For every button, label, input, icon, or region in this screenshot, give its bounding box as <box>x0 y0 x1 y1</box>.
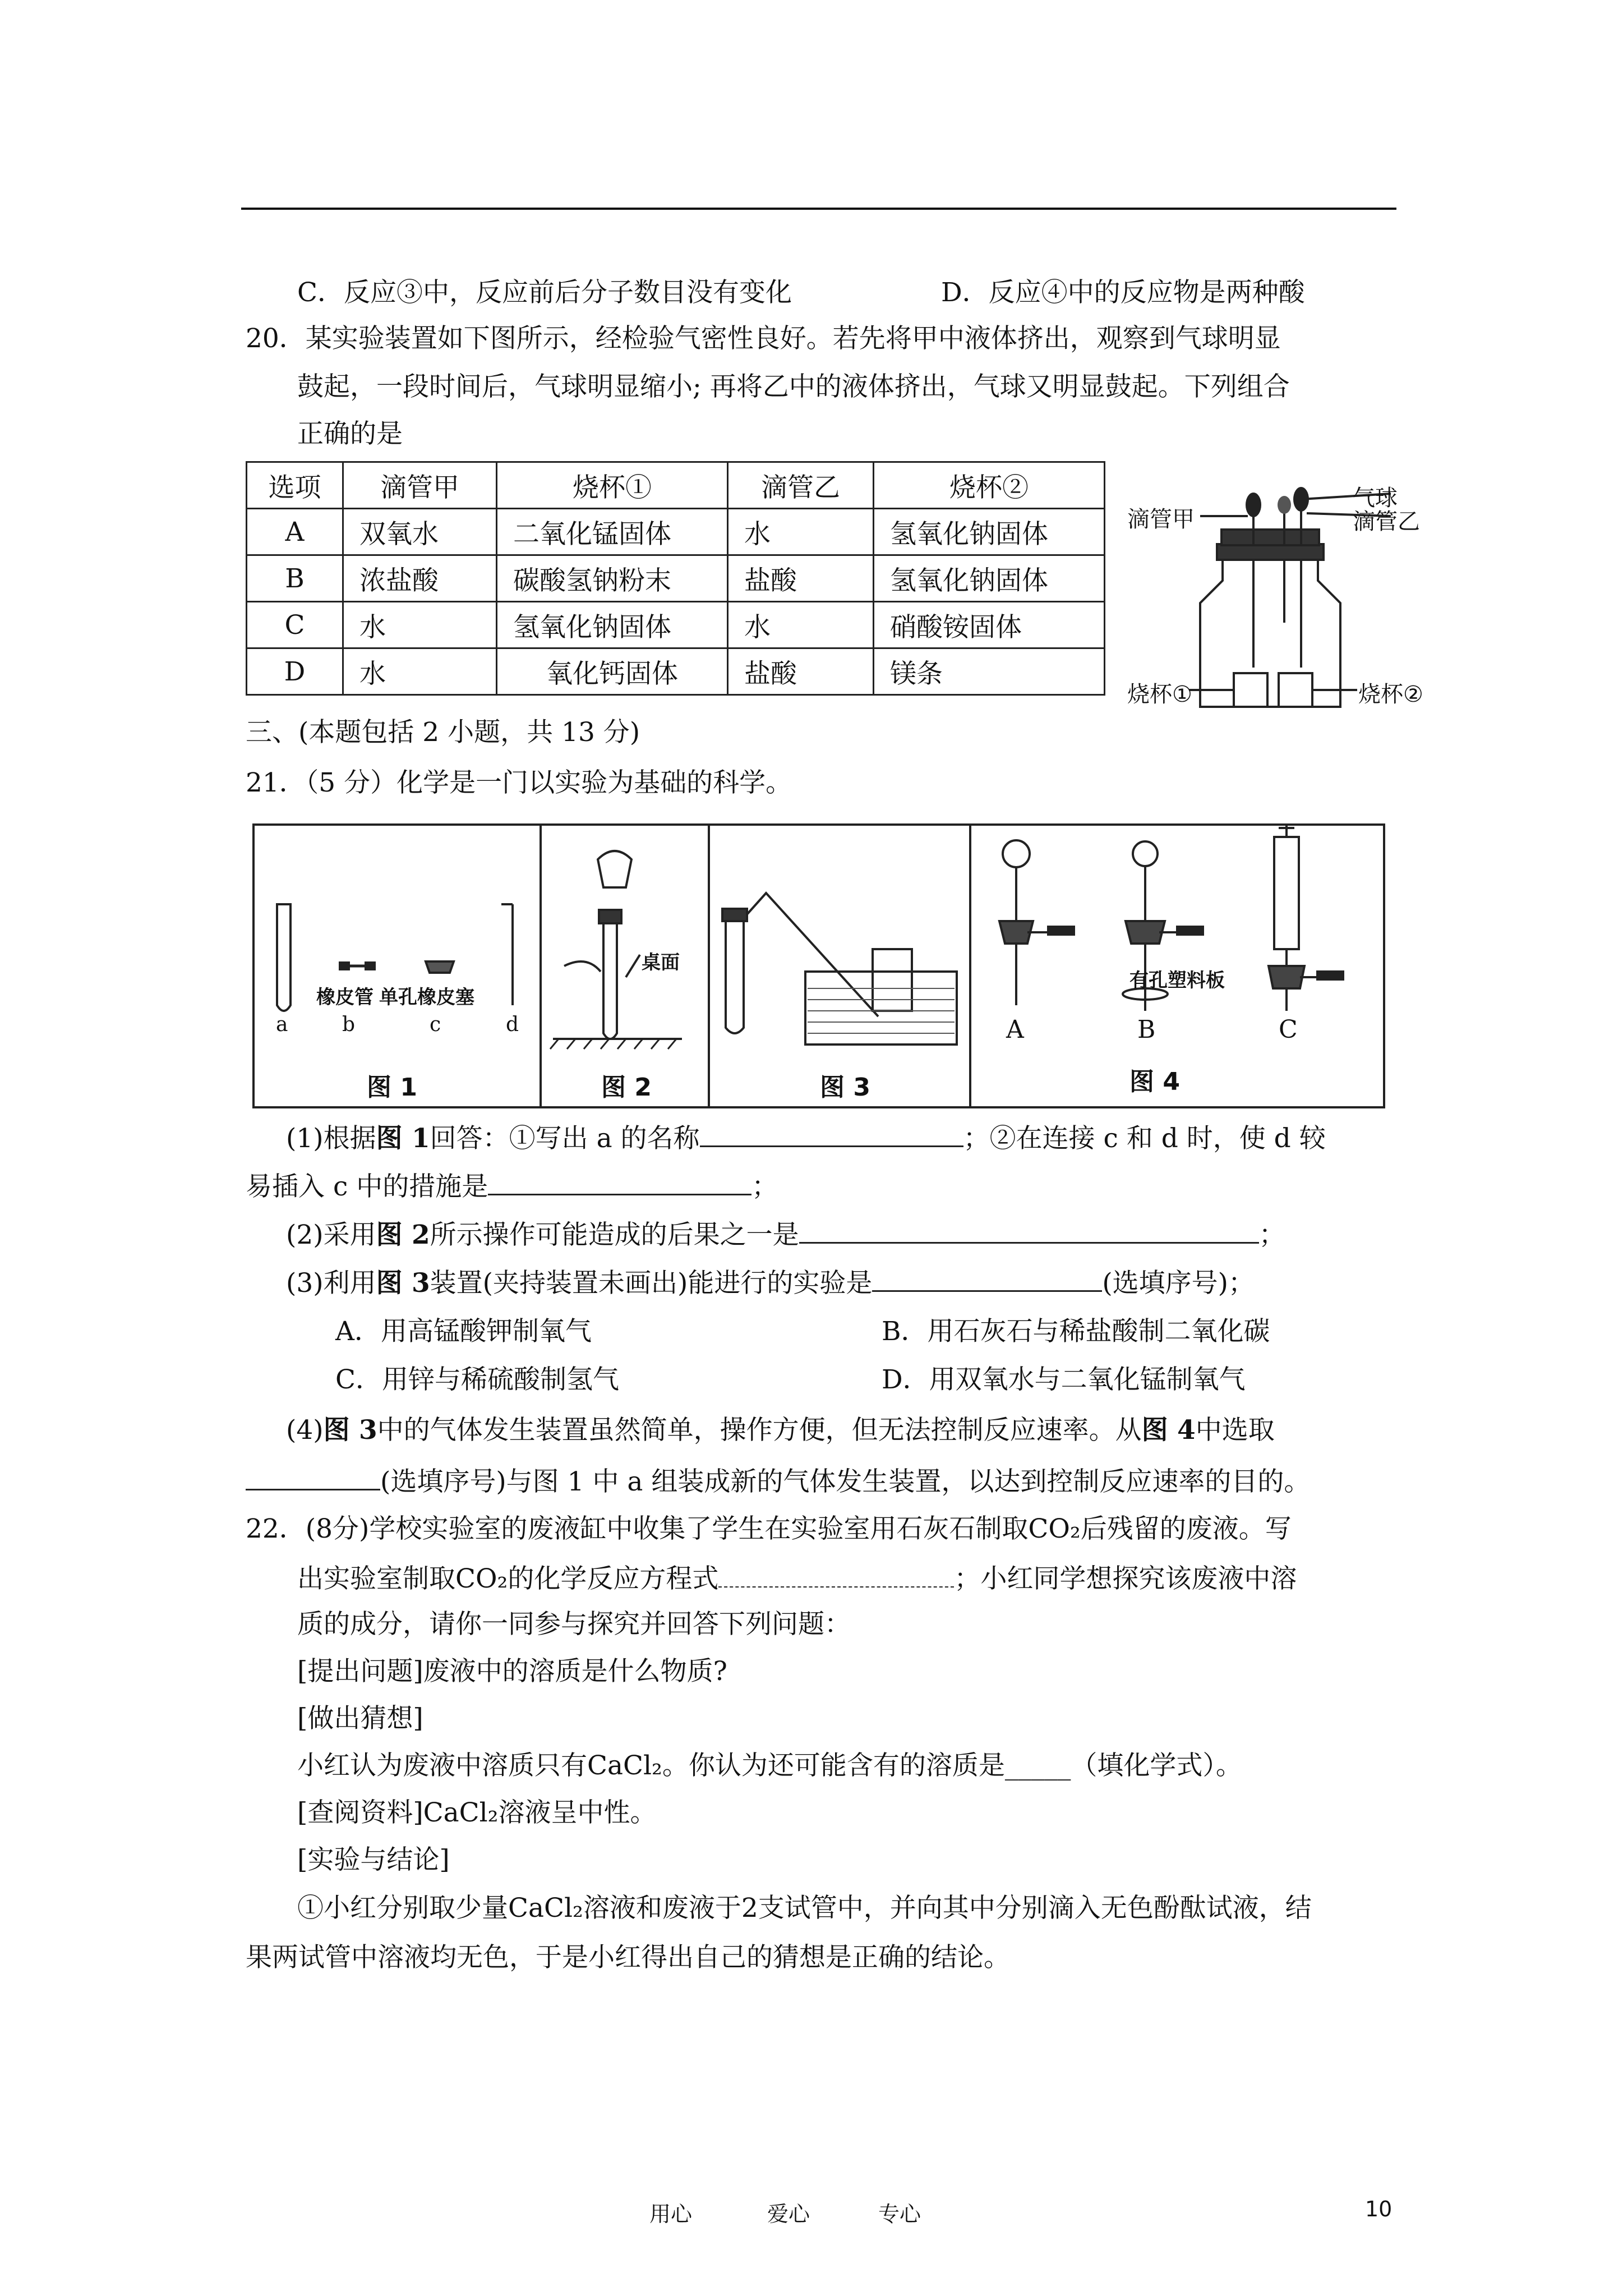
q21-part1-line1 <box>286 1120 1326 1156</box>
label-b: b <box>342 1013 356 1036</box>
table-cell: 二氧化锰固体 <box>497 509 728 555</box>
answer-blank[interactable] <box>799 1216 1259 1244</box>
answer-blank[interactable] <box>872 1264 1102 1292</box>
q21-part4-line2 <box>246 1463 1310 1499</box>
q22-hypothesis <box>297 1749 1242 1783</box>
label-one-hole-stopper: 单孔橡皮塞 <box>379 986 474 1009</box>
footer-motto-1: 用心 <box>649 2202 693 2226</box>
q22-reference: [查阅资料]CaCl₂溶液呈中性。 <box>297 1797 657 1828</box>
q22-stem-line1: 22．(8分)学校实验室的废液缸中收集了学生在实验室用石灰石制取CO₂后残留的废液。写 <box>246 1513 1292 1544</box>
figure-ref: 图 2 <box>376 1220 430 1250</box>
label-rubber-tube: 橡皮管 <box>316 986 374 1009</box>
q21-option-b: B．用石灰石与稀盐酸制二氧化碳 <box>882 1316 1270 1347</box>
answer-blank[interactable]: _____ <box>1004 1750 1071 1781</box>
table-header-cell: 滴管乙 <box>728 462 874 509</box>
figure-1-drawing <box>255 826 540 1106</box>
table-cell: 硝酸铵固体 <box>874 602 1105 648</box>
table-cell: 氢氧化钠固体 <box>497 602 728 648</box>
table-cell: 氧化钙固体 <box>497 648 728 695</box>
q19-option-d: D．反应④中的反应物是两种酸 <box>941 277 1305 308</box>
text: (2)采用 <box>286 1220 376 1250</box>
answer-blank[interactable] <box>246 1463 380 1490</box>
text: 中选取 <box>1195 1415 1275 1446</box>
text: 所示操作可能造成的后果之一是 <box>430 1220 799 1250</box>
text: 易插入 c 中的措施是 <box>246 1171 488 1202</box>
q20-stem-line2: 鼓起，一段时间后，气球明显缩小; 再将乙中的液体挤出，气球又明显鼓起。下列组合 <box>297 371 1290 402</box>
footer-motto-3: 专心 <box>878 2202 921 2226</box>
answer-blank[interactable] <box>488 1168 751 1195</box>
dropper-bulb-icon <box>1293 487 1309 512</box>
label-A: A <box>1006 1015 1024 1044</box>
table-cell: 碳酸氢钠粉末 <box>497 555 728 602</box>
text: ；②在连接 c 和 d 时，使 d 较 <box>963 1123 1326 1154</box>
table-header-cell: 烧杯② <box>874 462 1105 509</box>
table-cell: 盐酸 <box>728 648 874 695</box>
footer-motto-2: 爱心 <box>767 2202 810 2226</box>
text: (1)根据 <box>286 1123 376 1154</box>
text: ；小红同学想探究该废液中溶 <box>954 1563 1297 1594</box>
label-d: d <box>506 1013 519 1036</box>
rubber-tube-icon <box>339 961 350 970</box>
label-desk-surface: 桌面 <box>642 951 680 974</box>
figure-3-drawing <box>710 826 969 1106</box>
table-cell: C <box>247 602 343 648</box>
q21-part4-line1 <box>286 1414 1275 1447</box>
table-header-cell: 烧杯① <box>497 462 728 509</box>
table-cell: 水 <box>728 509 874 555</box>
q20-table <box>246 461 1105 696</box>
label-dropper-a: 滴管甲 <box>1127 507 1195 532</box>
table-cell: 盐酸 <box>728 555 874 602</box>
text: 回答：①写出 a 的名称 <box>430 1123 700 1154</box>
header-rule <box>241 208 1396 210</box>
q22-question-heading: [提出问题]废液中的溶质是什么物质? <box>297 1656 727 1687</box>
table-cell: A <box>247 509 343 555</box>
label-dropper-b: 滴管乙 <box>1353 509 1420 535</box>
answer-blank[interactable] <box>700 1120 963 1147</box>
section-3-heading: 三、(本题包括 2 小题，共 13 分) <box>246 717 640 748</box>
table-header-cell: 滴管甲 <box>343 462 497 509</box>
text: 装置(夹持装置未画出)能进行的实验是 <box>430 1268 873 1299</box>
table-row <box>247 648 1105 695</box>
dropper-bulb-icon <box>1246 493 1261 517</box>
label-C: C <box>1279 1015 1298 1044</box>
q21-part1-line2 <box>246 1168 778 1204</box>
figure-2-caption: 图 2 <box>601 1073 652 1102</box>
q21-option-c: C．用锌与稀硫酸制氢气 <box>335 1364 619 1395</box>
q20-stem-line3: 正确的是 <box>297 418 403 449</box>
figure-1-caption: 图 1 <box>367 1073 417 1102</box>
q21-intro: 21．（5 分）化学是一门以实验为基础的科学。 <box>246 767 792 798</box>
label-beaker-1: 烧杯① <box>1127 682 1192 707</box>
text: (选填序号)与图 1 中 a 组装成新的气体发生装置，以达到控制反应速率的目的。 <box>380 1466 1311 1497</box>
q22-experiment-line1: ①小红分别取少量CaCl₂溶液和废液于2支试管中，并向其中分别滴入无色酚酞试液，结 <box>297 1893 1312 1924</box>
q22-stem-line2 <box>297 1561 1297 1596</box>
figure-4-caption: 图 4 <box>1129 1068 1180 1096</box>
text: （填化学式）。 <box>1071 1750 1242 1781</box>
figure-ref: 图 3 <box>376 1268 430 1299</box>
text: (选填序号)； <box>1102 1268 1255 1299</box>
q21-option-a: A．用高锰酸钾制氧气 <box>335 1316 592 1347</box>
label-beaker-2: 烧杯② <box>1358 682 1423 707</box>
q19-option-c: C．反应③中，反应前后分子数目没有变化 <box>297 277 792 308</box>
q21-option-d: D．用双氧水与二氧化锰制氧气 <box>882 1364 1246 1395</box>
figure-3-caption: 图 3 <box>820 1073 870 1102</box>
q22-experiment-line2: 果两试管中溶液均无色，于是小红得出自己的猜想是正确的结论。 <box>246 1942 1010 1973</box>
label-perforated-plate: 有孔塑料板 <box>1129 969 1225 992</box>
balloon-icon <box>1278 496 1291 514</box>
figure-ref: 图 1 <box>376 1123 430 1154</box>
text: 小红认为废液中溶质只有CaCl₂。你认为还可能含有的溶质是 <box>297 1750 1005 1781</box>
text: 出实验室制取CO₂的化学反应方程式 <box>297 1563 719 1594</box>
table-cell: 氢氧化钠固体 <box>874 555 1105 602</box>
figure-ref: 图 4 <box>1141 1415 1196 1446</box>
figure-2-drawing <box>542 826 708 1106</box>
table-cell: D <box>247 648 343 695</box>
table-row <box>247 602 1105 648</box>
label-balloon: 气球 <box>1353 485 1398 511</box>
page-number: 10 <box>1365 2197 1393 2221</box>
q21-part3 <box>286 1264 1255 1300</box>
table-cell: 双氧水 <box>343 509 497 555</box>
q22-stem-line3: 质的成分，请你一同参与探究并回答下列问题： <box>297 1609 851 1640</box>
q20-apparatus <box>1127 482 1453 724</box>
q21-part2 <box>286 1216 1285 1252</box>
table-row <box>247 509 1105 555</box>
table-cell: 水 <box>343 602 497 648</box>
table-header-row <box>247 462 1105 509</box>
q22-experiment-heading: [实验与结论] <box>297 1844 450 1875</box>
table-header-cell: 选项 <box>247 462 343 509</box>
answer-blank[interactable] <box>718 1561 954 1588</box>
table-cell: 氢氧化钠固体 <box>874 509 1105 555</box>
text: ； <box>1258 1220 1285 1250</box>
table-row <box>247 555 1105 602</box>
label-a: a <box>276 1013 288 1036</box>
q21-figure-panel <box>252 823 1385 1108</box>
table-cell: 浓盐酸 <box>343 555 497 602</box>
text: ； <box>751 1171 778 1202</box>
table-cell: 水 <box>343 648 497 695</box>
label-c: c <box>430 1013 441 1036</box>
table-cell: 镁条 <box>874 648 1105 695</box>
text: (4) <box>286 1415 324 1446</box>
table-cell: 水 <box>728 602 874 648</box>
text: 中的气体发生装置虽然简单，操作方便，但无法控制反应速率。从 <box>377 1415 1142 1446</box>
q22-hypothesis-heading: [做出猜想] <box>297 1703 423 1734</box>
text: (3)利用 <box>286 1268 376 1299</box>
figure-ref: 图 3 <box>323 1415 377 1446</box>
table-cell: B <box>247 555 343 602</box>
label-B: B <box>1137 1015 1156 1044</box>
q20-stem-line1: 20．某实验装置如下图所示，经检验气密性良好。若先将甲中液体挤出，观察到气球明显 <box>246 323 1281 354</box>
